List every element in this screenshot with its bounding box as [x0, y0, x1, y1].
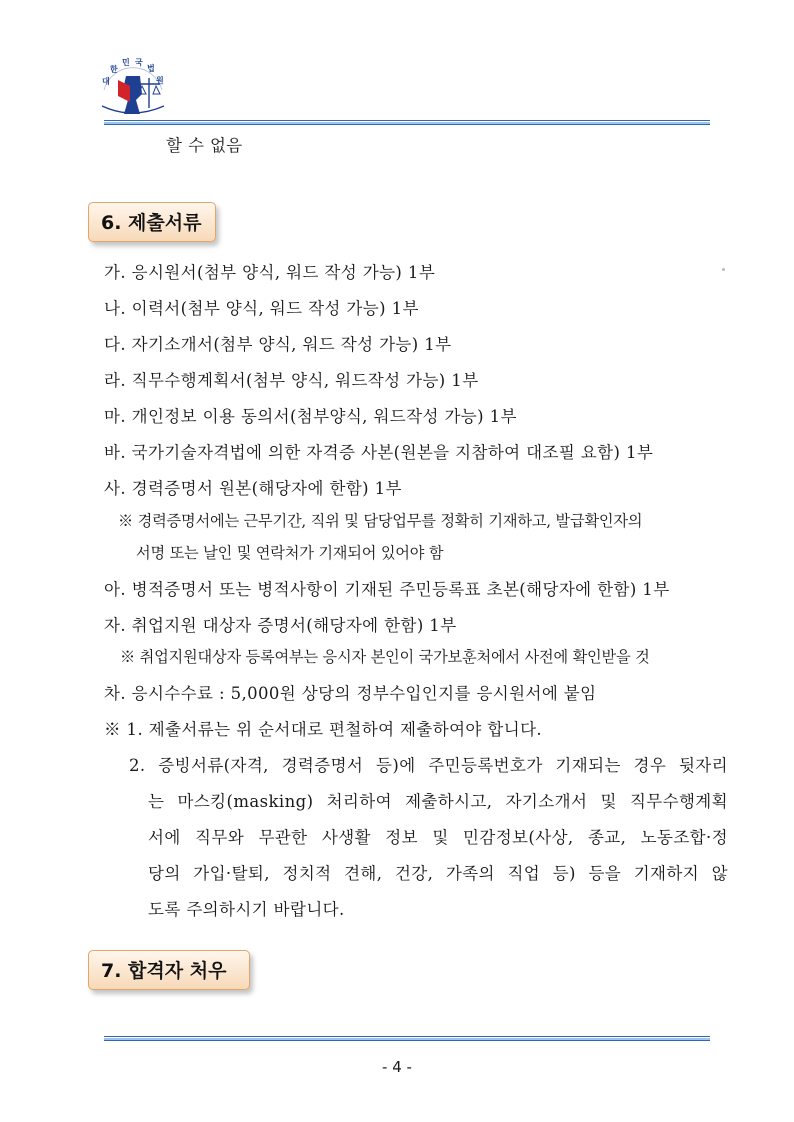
scan-speck	[722, 268, 725, 271]
list-item: 나. 이력서(첨부 양식, 워드 작성 가능) 1부	[104, 299, 419, 318]
remark-1: ※ 1. 제출서류는 위 순서대로 편철하여 제출하여야 합니다.	[104, 720, 543, 739]
career-note-line-1: ※ 경력증명서에는 근무기간, 직위 및 담당업무를 정확히 기재하고, 발급확인자의	[118, 512, 643, 530]
list-item: 마. 개인정보 이용 동의서(첨부양식, 워드작성 가능) 1부	[104, 407, 517, 426]
svg-text:대: 대	[102, 77, 110, 86]
list-item: 가. 응시원서(첨부 양식, 워드 작성 가능) 1부	[104, 263, 436, 282]
list-item: 다. 자기소개서(첨부 양식, 워드 작성 가능) 1부	[104, 335, 452, 354]
list-item: 아. 병적증명서 또는 병적사항이 기재된 주민등록표 초본(해당자에 한함) 1부	[104, 580, 670, 599]
svg-text:국: 국	[135, 58, 143, 67]
remark-2-line-4: 당의 가입·탈퇴, 정치적 견해, 건강, 가족의 직업 등) 등을 기재하지 않	[148, 864, 728, 883]
list-item: 바. 국가기술자격법에 의한 자격증 사본(원본을 지참하여 대조필 요함) 1부	[104, 443, 654, 462]
remark-2-line-3: 서에 직무와 무관한 사생활 정보 및 민감정보(사상, 종교, 노동조합·정	[148, 828, 728, 847]
header-rule	[104, 120, 710, 125]
section-6-title: 6. 제출서류	[88, 202, 216, 242]
remark-2-line-5: 도록 주의하시기 바랍니다.	[148, 900, 345, 919]
svg-text:원: 원	[156, 76, 164, 85]
list-item: 사. 경력증명서 원본(해당자에 한함) 1부	[104, 479, 402, 498]
page-number: - 4 -	[382, 1058, 412, 1076]
section-7-title: 7. 합격자 처우	[88, 950, 250, 990]
list-item: 라. 직무수행계획서(첨부 양식, 워드작성 가능) 1부	[104, 371, 479, 390]
list-item: 자. 취업지원 대상자 증명서(해당자에 한함) 1부	[104, 616, 457, 635]
remark-2-line-2: 는 마스킹(masking) 처리하여 제출하시고, 자기소개서 및 직무수행계획	[148, 792, 728, 811]
svg-text:한: 한	[110, 65, 118, 74]
career-note-line-2: 서명 또는 날인 및 연락처가 기재되어 있어야 함	[136, 544, 444, 562]
support-note: ※ 취업지원대상자 등록여부는 응시자 본인이 국가보훈처에서 사전에 확인받을 것	[120, 648, 650, 666]
continued-text: 할 수 없음	[166, 136, 243, 155]
remark-2-line-1: 2. 증빙서류(자격, 경력증명서 등)에 주민등록번호가 기재되는 경우 뒷자리	[129, 756, 728, 775]
list-item: 차. 응시수수료 : 5,000원 상당의 정부수입인지를 응시원서에 붙임	[104, 684, 597, 703]
court-logo	[96, 50, 170, 124]
svg-text:법: 법	[147, 64, 155, 73]
svg-text:민: 민	[122, 58, 130, 67]
footer-rule	[104, 1036, 710, 1041]
